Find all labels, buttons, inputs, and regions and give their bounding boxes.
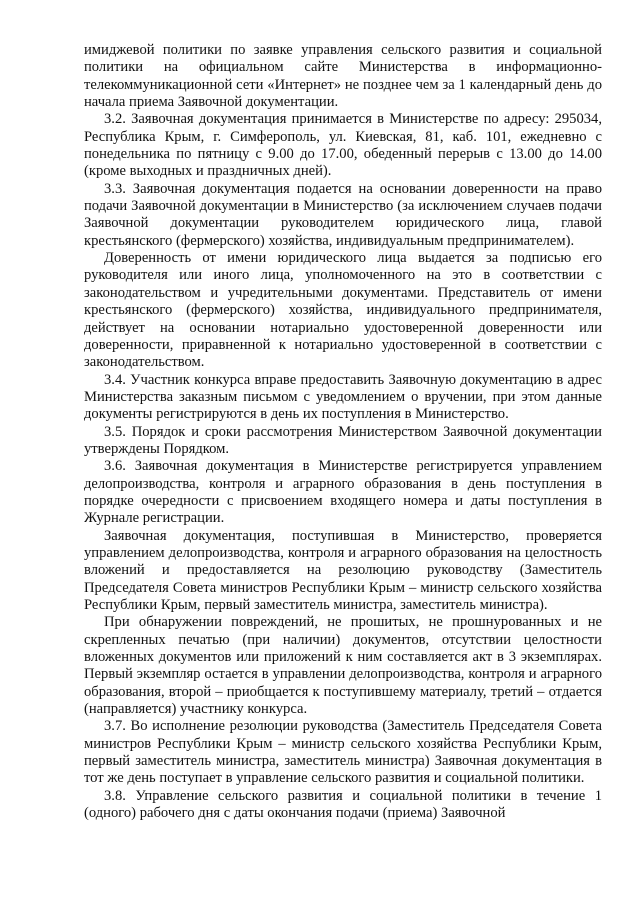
paragraph-power-of-attorney: Доверенность от имени юридического лица выдается за подписью его руководителя или иного лица, уполномоченного на это в соответствии с законодательством и учредительными документами. Представитель от имени крестьянского (фермерского) хозяйства, индивидуального предпринимателя, действует на основании нотариально удостоверенной доверенности или доверенности, приравненной к нотариально удостоверенной в соответствии с законодательством. (84, 250, 602, 371)
paragraph-3-4: 3.4. Участник конкурса вправе предоставить Заявочную документацию в адрес Министерства заказным письмом с уведомлением о вручении, при этом данные документы регистрируются в день их поступления в Министерство. (84, 371, 602, 423)
paragraph-3-7: 3.7. Во исполнение резолюции руководства (Заместитель Председателя Совета министров Республики Крым – министр сельского хозяйства Республики Крым, первый заместитель министра, заместитель министра) Заявочная документация в тот же день поступает в управление сельского развития и социальной политики. (84, 718, 602, 787)
paragraph-3-5: 3.5. Порядок и сроки рассмотрения Министерством Заявочной документации утверждены Порядком. (84, 423, 602, 457)
paragraph-continuation: имиджевой политики по заявке управления сельского развития и социальной политики на официальном сайте Министерства в информационно-телекоммуникационной сети «Интернет» не позднее чем за 1 календарный день до начала приема Заявочной документации. (84, 42, 602, 111)
paragraph-3-3: 3.3. Заявочная документация подается на основании доверенности на право подачи Заявочной документации в Министерство (за исключением случаев подачи Заявочной документации руководителем юридического лица, главой крестьянского (фермерского) хозяйства, индивидуальным предпринимателем). (84, 180, 602, 249)
paragraph-3-2: 3.2. Заявочная документация принимается в Министерстве по адресу: 295034, Республика Крым, г. Симферополь, ул. Киевская, 81, каб. 101, ежедневно с понедельника по пятницу с 9.00 до 17.00, обеденный перерыв с 13.00 до 14.00 (кроме выходных и праздничных дней). (84, 111, 602, 180)
paragraph-3-6: 3.6. Заявочная документация в Министерстве регистрируется управлением делопроизводства, контроля и аграрного образования в день поступления в порядке очередности с присвоением входящего номера и даты поступления в Журнале регистрации. (84, 458, 602, 527)
paragraph-verification: Заявочная документация, поступившая в Министерство, проверяется управлением делопроизводства, контроля и аграрного образования на целостность вложений и предоставляется на резолюцию руководству (Заместитель Председателя Совета министров Республики Крым – министр сельского хозяйства Республики Крым, первый заместитель министра, заместитель министра). (84, 527, 602, 613)
paragraph-damage-act: При обнаружении повреждений, не прошитых, не прошнурованных и не скрепленных печатью (при наличии) документов, отсутствии целостности вложенных документов или приложений к ним составляется акт в 3 экземплярах. Первый экземпляр остается в управлении делопроизводства, контроля и аграрного образования, второй – приобщается к поступившему материалу, третий – отдается (направляется) участнику конкурса. (84, 614, 602, 718)
paragraph-3-8: 3.8. Управление сельского развития и социальной политики в течение 1 (одного) рабочего дня с даты окончания подачи (приема) Заявочной (84, 787, 602, 822)
document-page (84, 42, 602, 822)
